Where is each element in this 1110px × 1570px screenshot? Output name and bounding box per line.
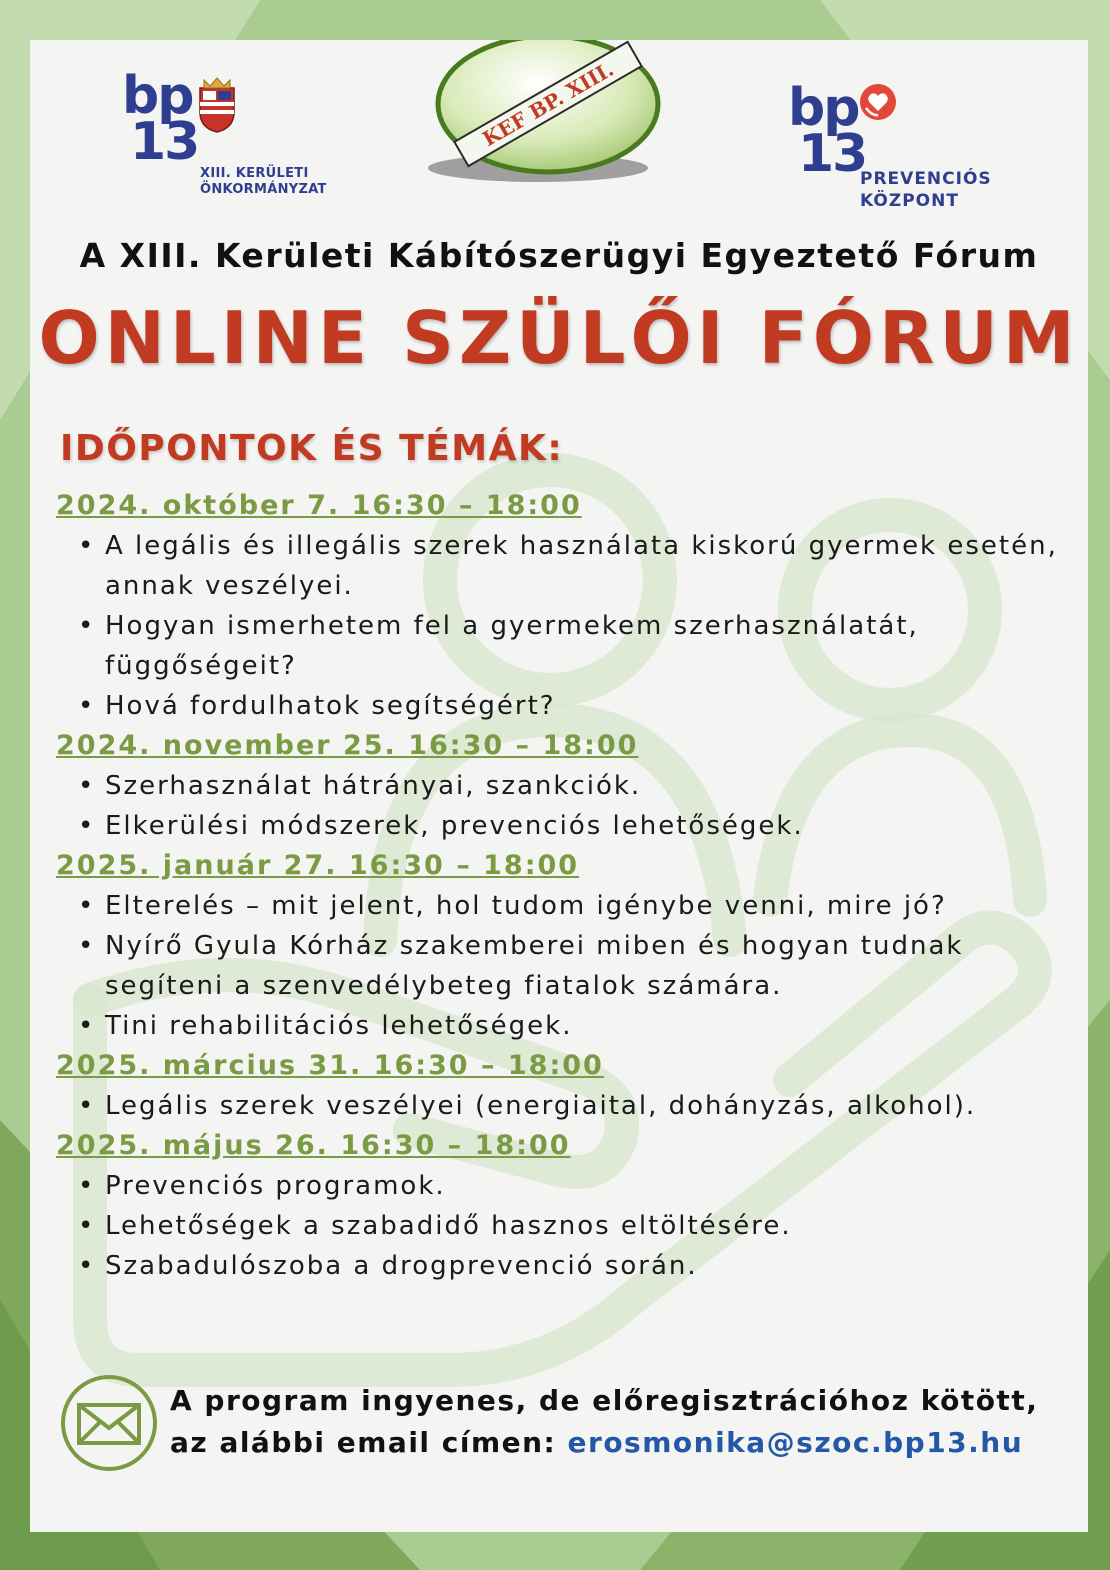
session-topics	[56, 886, 1081, 1046]
topic-item: • Hová fordulhatok segítségért?	[56, 686, 1081, 726]
prevention-logo-line2: KÖZPONT	[860, 191, 959, 211]
prevention-center-logo	[788, 78, 1028, 211]
dates-topics-heading: IDŐPONTOK ÉS TÉMÁK:	[60, 428, 564, 469]
kef-emblem-icon	[408, 40, 688, 190]
registration-note	[170, 1380, 1088, 1464]
district-logo-line2: ÖNKORMÁNYZAT	[200, 182, 327, 197]
right-logo-mark: bp	[788, 78, 859, 138]
kef-logo	[408, 40, 688, 190]
registration-line2	[170, 1422, 1088, 1464]
topic-item: • Tini rehabilitációs lehetőségek.	[56, 1006, 1081, 1046]
district-crest-icon	[194, 74, 240, 134]
session-date: 2024. november 25. 16:30 – 18:00	[56, 730, 639, 761]
topic-item: • Nyírő Gyula Kórház szakemberei miben és hogyan tudnak segíteni a szenvedélybeteg fiatalok számára.	[56, 926, 1081, 1006]
topic-item: • Lehetőségek a szabadidő hasznos eltöltésére.	[56, 1206, 1081, 1246]
kef-logo-text: KEF BP. XIII.	[478, 56, 618, 152]
poster-card	[30, 40, 1088, 1532]
prevention-logo-caption	[860, 168, 992, 212]
topic-item: • Szerhasználat hátrányai, szankciók.	[56, 766, 1081, 806]
session-date: 2025. május 26. 16:30 – 18:00	[56, 1130, 571, 1161]
session-topics	[56, 1086, 1081, 1126]
organizer-subtitle: A XIII. Kerületi Kábítószerügyi Egyeztető Fórum	[79, 236, 1039, 275]
heart-hands-icon	[858, 82, 898, 122]
topic-item: • Elterelés – mit jelent, hol tudom igénybe venni, mire jó?	[56, 886, 1081, 926]
topic-item: • A legális és illegális szerek használata kiskorú gyermek esetén, annak veszélyei.	[56, 526, 1081, 606]
registration-footer	[60, 1374, 1070, 1474]
session-date: 2025. január 27. 16:30 – 18:00	[56, 850, 580, 881]
right-logo-number: 13	[798, 124, 867, 184]
prevention-logo-line1: PREVENCIÓS	[860, 169, 992, 189]
topic-item: • Hogyan ismerhetem fel a gyermekem szerhasználatát, függőségeit?	[56, 606, 1081, 686]
topic-item: • Prevenciós programok.	[56, 1166, 1081, 1206]
envelope-icon	[60, 1374, 158, 1472]
district-government-logo	[122, 66, 332, 197]
district-logo-line1: XIII. KERÜLETI	[200, 166, 309, 181]
session-topics	[56, 766, 1081, 846]
session-date: 2025. március 31. 16:30 – 18:00	[56, 1050, 604, 1081]
registration-email-link[interactable]: erosmonika@szoc.bp13.hu	[567, 1426, 1024, 1459]
left-logo-number: 13	[130, 112, 199, 172]
registration-line2-prefix: az alábbi email címen:	[170, 1426, 557, 1459]
district-logo-caption	[200, 166, 327, 198]
registration-line1: A program ingyenes, de előregisztrációhoz kötött,	[170, 1384, 1039, 1417]
session-date: 2024. október 7. 16:30 – 18:00	[56, 490, 582, 521]
topic-item: • Szabadulószoba a drogprevenció során.	[56, 1246, 1081, 1286]
topic-item: • Legális szerek veszélyei (energiaital, dohányzás, alkohol).	[56, 1086, 1081, 1126]
page-title: ONLINE SZÜLŐI FÓRUM	[38, 296, 1080, 380]
session-topics	[56, 1166, 1081, 1286]
topic-item: • Elkerülési módszerek, prevenciós lehetőségek.	[56, 806, 1081, 846]
session-topics	[56, 526, 1081, 726]
left-logo-mark: bp	[122, 66, 193, 126]
schedule-list	[56, 486, 1081, 1286]
